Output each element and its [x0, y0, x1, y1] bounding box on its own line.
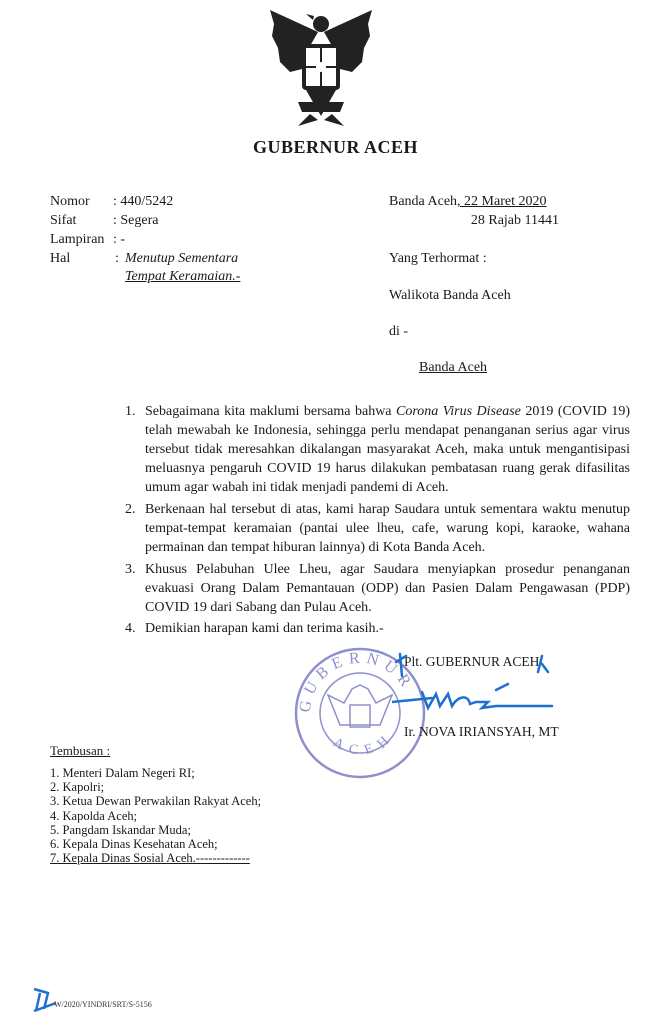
- text: 2019 (COVID 19) telah mewabah ke Indonesia, sehingga perlu mendapat penanganan serius agar virus tersebut tidak meresahkan dikalangan masyarakat Aceh, maka untuk mengantisipasi meluasnya pengaruh COVID 19 harus dilakukan pembatasan ruang gerak difasilitas umum agar wabah ini tidak menjadi pandemi di Aceh.: [145, 404, 631, 495]
- subject-line-1: Menutup Sementara: [125, 251, 239, 266]
- body-paragraph-1: [125, 402, 630, 497]
- signature-name: Ir. NOVA IRIANSYAH, MT: [404, 724, 559, 739]
- meta-label-sifat: Sifat: [50, 213, 77, 228]
- cc-item: 4. Kapolda Aceh;: [50, 808, 138, 823]
- cc-list: [50, 766, 261, 865]
- paragraph-number: 1.: [125, 404, 136, 419]
- meta-value-lampiran: : -: [113, 232, 126, 247]
- text: Sebagaimana kita maklumi bersama bahwa: [145, 404, 397, 419]
- date-place: Banda Aceh: [389, 194, 458, 209]
- date-hijri: 28 Rajab 11441: [470, 213, 559, 228]
- body-paragraph-4: [125, 619, 630, 638]
- recipient-at: di -: [389, 324, 409, 339]
- meta-value-nomor: : 440/5242: [113, 194, 174, 209]
- subject-line-2: Tempat Keramaian.-: [125, 269, 241, 284]
- cc-item: 5. Pangdam Iskandar Muda;: [50, 822, 191, 837]
- meta-value-hal: :: [115, 251, 119, 266]
- recipient-city: Banda Aceh: [419, 360, 488, 375]
- paragraph-text: Demikian harapan kami dan terima kasih.-: [145, 621, 384, 636]
- meta-label-lampiran: Lampiran: [50, 232, 105, 247]
- signature-position: Plt. GUBERNUR ACEH: [404, 654, 540, 669]
- date-gregorian: , 22 Maret 2020: [457, 194, 547, 209]
- paragraph-text: Berkenaan hal tersebut di atas, kami harap Saudara untuk sementara waktu menutup tempat-tempat keramaian (pantai ulee lheu, cafe, warung kopi, karaoke, wahana permainan dan tempat hiburan lainnya) di Kota Banda Aceh.: [145, 502, 630, 555]
- paragraph-text: [145, 402, 630, 497]
- paragraph-number: 2.: [125, 502, 136, 517]
- cc-item: 6. Kepala Dinas Kesehatan Aceh;: [50, 837, 218, 852]
- cc-item: 1. Menteri Dalam Negeri RI;: [50, 766, 195, 780]
- paragraph-number: 3.: [125, 562, 136, 577]
- cc-heading: Tembusan :: [50, 743, 111, 758]
- meta-value-sifat: : Segera: [113, 213, 159, 228]
- text-italic: Corona Virus Disease: [396, 404, 521, 419]
- body-paragraph-3: [125, 560, 630, 617]
- footer-code: W/2020/YINDRI/SRT/S-5156: [54, 1000, 152, 1009]
- cc-item: 3. Ketua Dewan Perwakilan Rakyat Aceh;: [50, 794, 262, 809]
- paragraph-text: Khusus Pelabuhan Ulee Lheu, agar Saudara menyiapkan prosedur penanganan evakuasi Orang Dalam Pemantauan (ODP) dan Pasien Dalam Pengawasan (PDP) COVID 19 dari Sabang dan Pulau Aceh.: [145, 562, 630, 615]
- date-line: [389, 194, 546, 210]
- recipient-name: Walikota Banda Aceh: [389, 288, 511, 303]
- letterhead-title: GUBERNUR ACEH: [252, 137, 419, 157]
- cc-item: 2. Kapolri;: [50, 780, 105, 795]
- svg-text:GUBERNUR: GUBERNUR: [296, 649, 418, 714]
- garuda-emblem-icon: [268, 6, 374, 128]
- recipient-salutation: Yang Terhormat :: [389, 251, 487, 266]
- meta-label-nomor: Nomor: [50, 194, 90, 209]
- body-paragraph-2: [125, 500, 630, 557]
- svg-text:ACEH: ACEH: [330, 728, 399, 759]
- meta-label-hal: Hal: [50, 251, 71, 266]
- handwritten-signature-icon: [392, 650, 562, 720]
- paragraph-number: 4.: [125, 621, 136, 636]
- cc-item: 7. Kepala Dinas Sosial Aceh.-------------: [50, 851, 250, 866]
